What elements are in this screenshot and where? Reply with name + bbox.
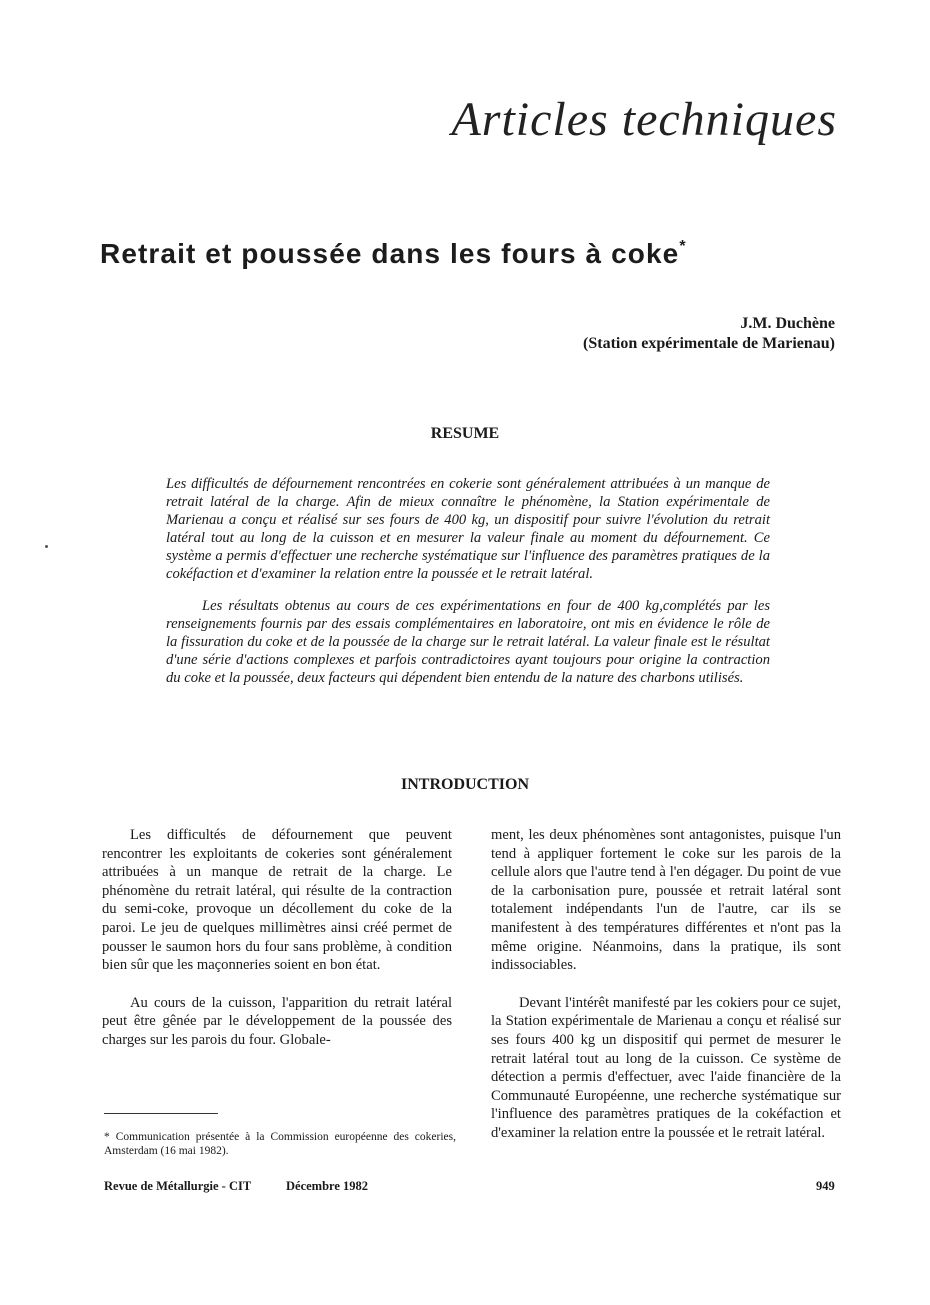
author-name: J.M. Duchène [740, 315, 835, 332]
page-number: 949 [816, 1179, 835, 1193]
abstract-paragraph: Les résultats obtenus au cours de ces expérimentations en four de 400 kg,complétés par les renseignements fournis par des essais complémentaires en laboratoire, ont mis en évidence le rôle de la fissuration du coke et de la poussée de la charge sur le retrait latéral. La valeur finale est le résultat d'une série d'actions complexes et parfois contradictoires ayant toujours pour origine la contraction du coke et la poussée, deux facteurs qui dépendent bien entendu de la nature des charbons utilisés. [166, 598, 770, 686]
body-paragraph: Devant l'intérêt manifesté par les cokiers pour ce sujet, la Station expérimentale de Marienau a conçu et réalisé sur ses fours 400 kg un dispositif qui permet de mesurer le retrait latéral tout au long de la cuisson. Ce système de détection a permis d'effectuer, avec l'aide financière de la Communauté Européenne, une recherche systématique sur l'influence des paramètres pratiques de la cokéfaction et d'examiner la relation entre la poussée et le retrait latéral. [491, 994, 841, 1141]
body-paragraph: Les difficultés de défournement que peuvent rencontrer les exploitants de cokeries sont généralement attribuées à un manque de retrait de la charge. Le phénomène du retrait latéral, qui résulte de la contraction du semi-coke, provoque un décollement du coke de la paroi. Le jeu de quelques millimètres ainsi créé permet de pousser le saumon hors du four sans problème, à condition bien sûr que les maçonneries soient en bon état. [102, 827, 452, 974]
right-column [491, 826, 841, 1162]
article-title-text: Retrait et poussée dans les fours à coke [100, 238, 680, 269]
left-column [102, 826, 452, 1069]
resume-heading: RESUME [430, 425, 500, 442]
scan-speck [45, 545, 48, 548]
footnote-divider [104, 1113, 218, 1114]
abstract [166, 475, 770, 701]
author-affiliation: (Station expérimentale de Marienau) [583, 335, 835, 352]
footer-date: Décembre 1982 [286, 1179, 369, 1193]
introduction-heading: INTRODUCTION [400, 776, 529, 793]
title-footnote-marker: * [679, 238, 687, 255]
section-header: Articles techniques [451, 93, 837, 146]
body-paragraph: ment, les deux phénomènes sont antagonistes, puisque l'un tend à appliquer fortement le coke sur les parois de la cellule alors que l'autre tend à l'en dégager. Du point de vue de la carbonisation pure, poussée et retrait latéral sont totalement indépendants l'un de l'autre, car ils se manifestent à des températures différentes et n'ont pas la même origine. Néanmoins, dans la pratique, ils sont indissociables. [491, 827, 841, 974]
footer-journal-name: Revue de Métallurgie - CIT [104, 1179, 252, 1193]
article-title [100, 238, 687, 270]
abstract-paragraph: Les difficultés de défournement rencontrées en cokerie sont généralement attribuées à un manque de retrait latéral de la charge. Afin de mieux connaître le phénomène, la Station expérimentale de Marienau a conçu et réalisé sur ses fours de 400 kg, un dispositif pour suivre l'évolution du retrait latéral tout au long de la cuisson et en mesurer la valeur finale au moment du défournement. Ce système a permis d'effectuer une recherche systématique sur l'influence des paramètres pratiques de la cokéfaction et d'examiner la relation entre la poussée et le retrait latéral. [166, 476, 770, 582]
author-block [583, 314, 835, 354]
body-paragraph: Au cours de la cuisson, l'apparition du retrait latéral peut être gênée par le développement de la poussée des charges sur les parois du four. Globale- [102, 994, 452, 1048]
footnote: * Communication présentée à la Commission européenne des cokeries, Amsterdam (16 mai 1982). [104, 1131, 456, 1157]
